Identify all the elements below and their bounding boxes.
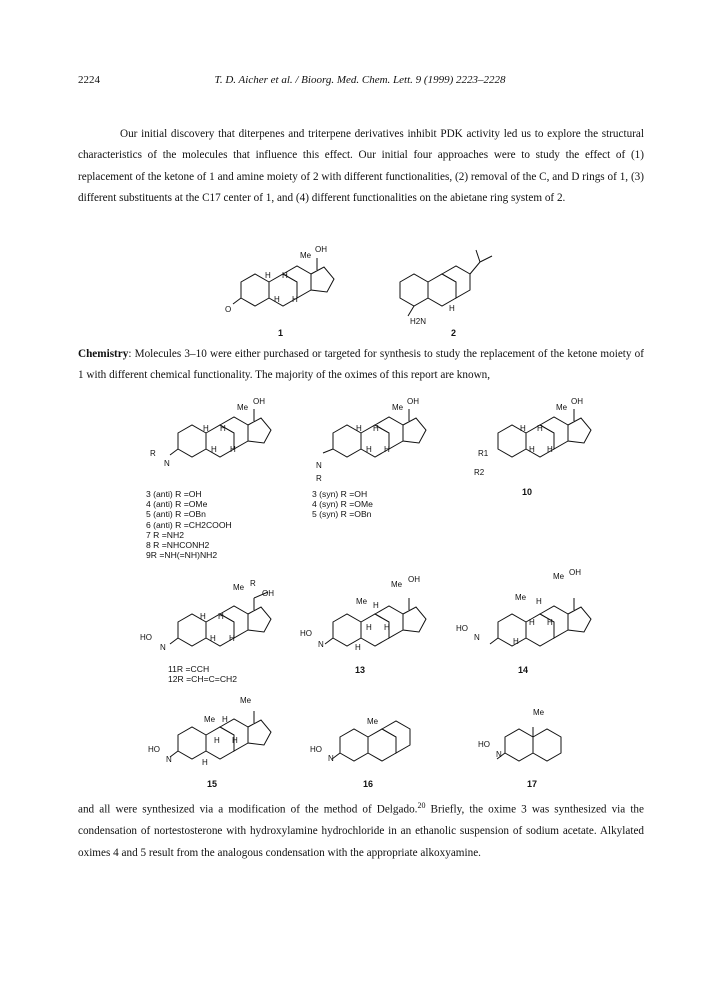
reference-superscript: 20: [417, 801, 426, 810]
atom-me: Me: [392, 403, 404, 412]
atom-me: Me: [356, 597, 368, 606]
compound-number: 16: [363, 779, 374, 789]
atom-me: Me: [553, 572, 565, 581]
list-item: 4 (anti) R =OMe: [146, 499, 208, 510]
atom-oh: OH: [315, 245, 327, 254]
atom-n: N: [328, 754, 334, 763]
atom-h: H: [537, 424, 543, 433]
atom-n: N: [166, 755, 172, 764]
atom-n: N: [318, 640, 324, 649]
atom-h: H: [210, 634, 216, 643]
atom-h: H: [373, 424, 379, 433]
atom-r: R: [316, 474, 322, 483]
atom-h: H: [536, 597, 542, 606]
atom-me: Me: [233, 583, 245, 592]
atom-h: H: [547, 618, 553, 627]
atom-h: H: [203, 424, 209, 433]
atom-r: R: [250, 579, 256, 588]
list-item: 11R =CCH: [168, 664, 210, 674]
atom-n: N: [496, 750, 502, 759]
atom-h: H: [218, 612, 224, 621]
compound-number: 17: [527, 779, 538, 789]
atom-me: Me: [556, 403, 568, 412]
atom-o: O: [225, 305, 232, 314]
atom-h: H: [547, 445, 553, 454]
atom-h: H: [232, 736, 238, 745]
atom-n: N: [474, 633, 480, 642]
list-item: 3 (syn) R =OH: [312, 489, 368, 499]
structure-10: [498, 409, 591, 457]
atom-h: H: [274, 295, 280, 304]
atom-me: Me: [300, 251, 312, 260]
atom-oh: OH: [253, 397, 265, 406]
atom-me: Me: [237, 403, 249, 412]
atom-h: H: [282, 271, 288, 280]
structure-1: [233, 258, 334, 306]
alkyne-substituent-list: [168, 664, 237, 684]
list-item: 5 (syn) R =OBn: [312, 509, 372, 520]
atom-h2n: H2N: [410, 317, 427, 326]
chemistry-heading: Chemistry: [78, 348, 129, 360]
list-item: 4 (syn) R =OMe: [312, 499, 373, 510]
closing-text: and all were synthesized via a modification of the method of Delgado.: [78, 803, 418, 816]
structure-2: [400, 250, 492, 316]
atom-h: H: [529, 445, 535, 454]
list-item: 3 (anti) R =OH: [146, 489, 202, 499]
atom-me: Me: [367, 717, 379, 726]
atom-ho: HO: [300, 629, 312, 638]
atom-r1: R1: [478, 449, 489, 458]
running-head: T. D. Aicher et al. / Bioorg. Med. Chem. Lett. 9 (1999) 2223–2228: [214, 74, 506, 86]
atom-h: H: [214, 736, 220, 745]
structure-17: [497, 727, 561, 761]
atom-h: H: [222, 715, 228, 724]
anti-substituent-list: [146, 489, 232, 560]
atom-me: Me: [515, 593, 527, 602]
atom-h: H: [449, 304, 455, 313]
atom-n: N: [164, 459, 170, 468]
atom-h: H: [355, 643, 361, 652]
atom-h: H: [529, 618, 535, 627]
atom-oh: OH: [571, 397, 583, 406]
syn-substituent-list: [312, 489, 373, 520]
atom-n: N: [160, 643, 166, 652]
atom-h: H: [373, 601, 379, 610]
list-item: 9R =NH(=NH)NH2: [146, 550, 218, 561]
atom-ho: HO: [478, 740, 490, 749]
atom-ho: HO: [456, 624, 468, 633]
atom-oh: OH: [262, 589, 274, 598]
list-item: 8 R =NHCONH2: [146, 540, 210, 551]
closing-text-continued: Briefly, the oxime 3 was synthesized via the condensation of nortestosterone with hydroxylamine hydrochloride in an ethanolic suspension of sodium acetate. Alkylated oximes 4 and 5 result from the analogous condensation with the appropriate alkoxyamine.: [78, 803, 644, 859]
atom-h: H: [292, 295, 298, 304]
compound-number: 15: [207, 779, 218, 789]
atom-h: H: [202, 758, 208, 767]
atom-n: N: [316, 461, 322, 470]
list-item: 7 R =NH2: [146, 529, 184, 540]
atom-h: H: [200, 612, 206, 621]
atom-oh: OH: [569, 568, 581, 577]
atom-h: H: [366, 445, 372, 454]
atom-h: H: [520, 424, 526, 433]
atom-h: H: [356, 424, 362, 433]
atom-r: R: [150, 449, 156, 458]
atom-h: H: [230, 445, 236, 454]
atom-me: Me: [533, 708, 545, 717]
page-number: 2224: [78, 74, 100, 86]
list-item: 5 (anti) R =OBn: [146, 509, 206, 520]
atom-h: H: [265, 271, 271, 280]
structure-15: [170, 711, 271, 759]
intro-text: Our initial discovery that diterpenes and triterpene derivatives inhibit PDK activity led us to explore the structural characteristics of the molecules that influence this effect. Our initial four approaches were to study the effect of (1) replacement of the ketone of 1 and amine moiety of 2 with different functionalities, (2) removal of the C, and D rings of 1, (3) different substituents at the C17 center of 1, and (4) different functionalities on the abietane ring system of 2.: [78, 128, 644, 205]
atom-h: H: [384, 445, 390, 454]
compound-number: 2: [451, 328, 457, 338]
atom-me: Me: [391, 580, 403, 589]
compound-number: 14: [518, 665, 529, 675]
chemistry-text: : Molecules 3–10 were either purchased or targeted for synthesis to study the replacement of the ketone moiety of 1 with different chemical functionality. The majority of the oximes of this report are known,: [78, 348, 644, 382]
atom-h: H: [211, 445, 217, 454]
structure-syn-oxime: [323, 409, 426, 457]
atom-ho: HO: [140, 633, 152, 642]
structure-anti-oxime: [170, 409, 271, 457]
atom-h: H: [229, 634, 235, 643]
atom-me: Me: [240, 696, 252, 705]
atom-ho: HO: [148, 745, 160, 754]
structure-16: [332, 721, 410, 761]
atom-h: H: [513, 637, 519, 646]
atom-oh: OH: [407, 397, 419, 406]
list-item: 6 (anti) R =CH2COOH: [146, 519, 232, 530]
compound-number: 13: [355, 665, 366, 675]
atom-h: H: [384, 623, 390, 632]
atom-h: H: [366, 623, 372, 632]
list-item: 12R =CH=C=CH2: [168, 674, 238, 685]
atom-me: Me: [204, 715, 216, 724]
atom-h: H: [220, 424, 226, 433]
atom-r2: R2: [474, 468, 485, 477]
compound-number: 10: [522, 487, 533, 497]
compound-number: 1: [278, 328, 284, 338]
atom-oh: OH: [408, 575, 420, 584]
atom-ho: HO: [310, 745, 322, 754]
